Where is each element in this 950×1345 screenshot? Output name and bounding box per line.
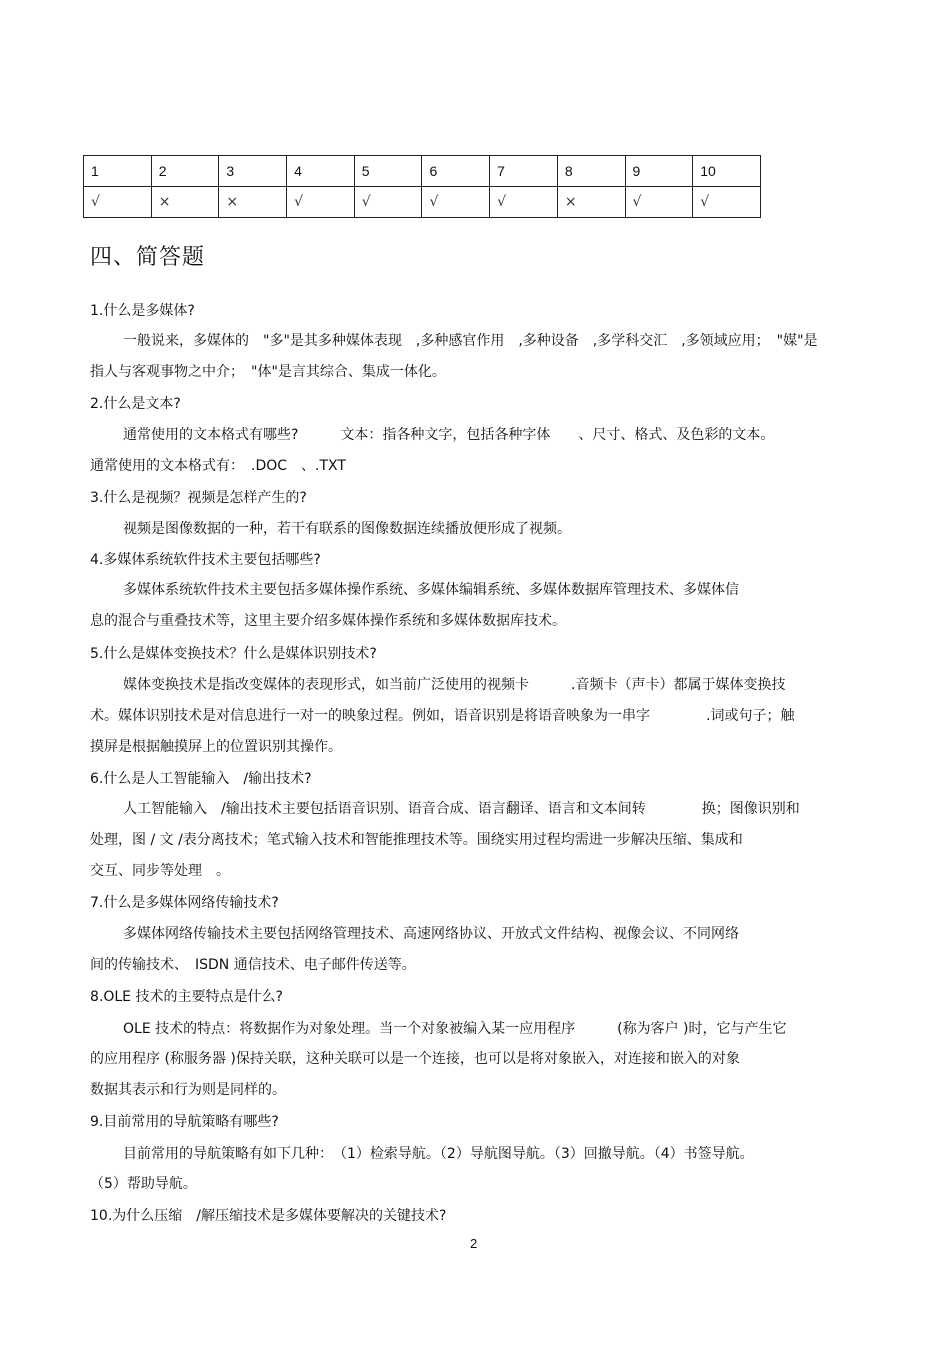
answer-number-row [84, 156, 761, 187]
answer-7-line-2: 间的传输技术、 ISDN 通信技术、电子邮件传送等。 [90, 957, 416, 973]
answer-8-line-1: OLE 技术的特点：将数据作为对象处理。当一个对象被编入某一应用程序 (称为客户 )时，它与产生它 [123, 1021, 787, 1037]
answer-mark-cell: √ [490, 187, 558, 218]
answer-table [83, 155, 761, 218]
answer-number-cell: 3 [219, 156, 287, 187]
page-number: 2 [470, 1236, 478, 1251]
answer-5-line-1: 媒体变换技术是指改变媒体的表现形式，如当前广泛使用的视频卡 .音频卡（声卡）都属于媒体变换技 [123, 677, 786, 693]
answer-number-cell: 7 [490, 156, 558, 187]
answer-6-line-2: 处理，图 / 文 /表分离技术；笔式输入技术和智能推理技术等。围绕实用过程均需进一步解决压缩、集成和 [90, 832, 743, 848]
question-10: 10.为什么压缩 /解压缩技术是多媒体要解决的关键技术? [90, 1208, 447, 1224]
answer-number-cell: 5 [354, 156, 422, 187]
answer-4-line-1: 多媒体系统软件技术主要包括多媒体操作系统、多媒体编辑系统、多媒体数据库管理技术、多媒体信 [123, 582, 739, 598]
answer-mark-cell: √ [287, 187, 355, 218]
answer-number-cell: 4 [287, 156, 355, 187]
answer-7-line-1: 多媒体网络传输技术主要包括网络管理技术、高速网络协议、开放式文件结构、视像会议、不同网络 [123, 926, 739, 942]
answer-9-line-1: 目前常用的导航策略有如下几种： （1）检索导航。（2）导航图导航。（3）回撤导航。（4）书签导航。 [123, 1146, 754, 1162]
answer-8-line-3: 数据其表示和行为则是同样的。 [90, 1082, 286, 1098]
answer-number-cell: 10 [693, 156, 761, 187]
question-5: 5.什么是媒体变换技术？什么是媒体识别技术? [90, 646, 377, 662]
section-title: 四、简答题 [90, 245, 206, 270]
question-4: 4.多媒体系统软件技术主要包括哪些? [90, 552, 321, 568]
answer-6-line-1: 人工智能输入 /输出技术主要包括语音识别、语音合成、语言翻译、语言和文本间转 换；图像识别和 [123, 801, 800, 817]
answer-number-cell: 9 [625, 156, 693, 187]
question-6: 6.什么是人工智能输入 /输出技术? [90, 771, 312, 787]
answer-mark-cell: × [151, 187, 219, 218]
answer-mark-cell: √ [354, 187, 422, 218]
answer-1-line-1: 一般说来，多媒体的 "多"是其多种媒体表现 ,多种感官作用 ,多种设备 ,多学科交汇 ,多领域应用； "媒"是 [123, 333, 818, 349]
answer-mark-cell: √ [84, 187, 152, 218]
answer-mark-cell: √ [625, 187, 693, 218]
answer-9-line-2: （5）帮助导航。 [90, 1176, 197, 1192]
answer-mark-cell: × [219, 187, 287, 218]
answer-2-line-1: 通常使用的文本格式有哪些? 文本：指各种文字，包括各种字体 、尺寸、格式、及色彩的文本。 [123, 427, 775, 443]
answer-mark-cell: √ [693, 187, 761, 218]
question-1: 1.什么是多媒体? [90, 303, 195, 319]
question-8: 8.OLE 技术的主要特点是什么? [90, 989, 283, 1005]
question-7: 7.什么是多媒体网络传输技术? [90, 895, 279, 911]
answer-number-cell: 6 [422, 156, 490, 187]
answer-6-line-3: 交互、同步等处理 。 [90, 863, 230, 879]
answer-number-cell: 2 [151, 156, 219, 187]
answer-5-line-3: 摸屏是根据触摸屏上的位置识别其操作。 [90, 739, 342, 755]
question-2: 2.什么是文本? [90, 396, 181, 412]
answer-mark-cell: × [557, 187, 625, 218]
question-3: 3.什么是视频？视频是怎样产生的? [90, 490, 307, 506]
answer-mark-cell: √ [422, 187, 490, 218]
answer-5-line-2: 术。媒体识别技术是对信息进行一对一的映象过程。例如，语音识别是将语音映象为一串字 .词或句子；触 [90, 708, 795, 724]
answer-4-line-2: 息的混合与重叠技术等，这里主要介绍多媒体操作系统和多媒体数据库技术。 [90, 613, 566, 629]
answer-mark-row [84, 187, 761, 218]
answer-2-line-2: 通常使用的文本格式有： .DOC 、.TXT [90, 458, 346, 474]
answer-1-line-2: 指人与客观事物之中介； "体"是言其综合、集成一体化。 [90, 364, 446, 380]
question-9: 9.目前常用的导航策略有哪些? [90, 1114, 279, 1130]
answer-number-cell: 1 [84, 156, 152, 187]
answer-3-line-1: 视频是图像数据的一种，若干有联系的图像数据连续播放便形成了视频。 [123, 521, 571, 537]
answer-8-line-2: 的应用程序 (称服务器 )保持关联，这种关联可以是一个连接，也可以是将对象嵌入，对连接和嵌入的对象 [90, 1051, 740, 1067]
answer-number-cell: 8 [557, 156, 625, 187]
